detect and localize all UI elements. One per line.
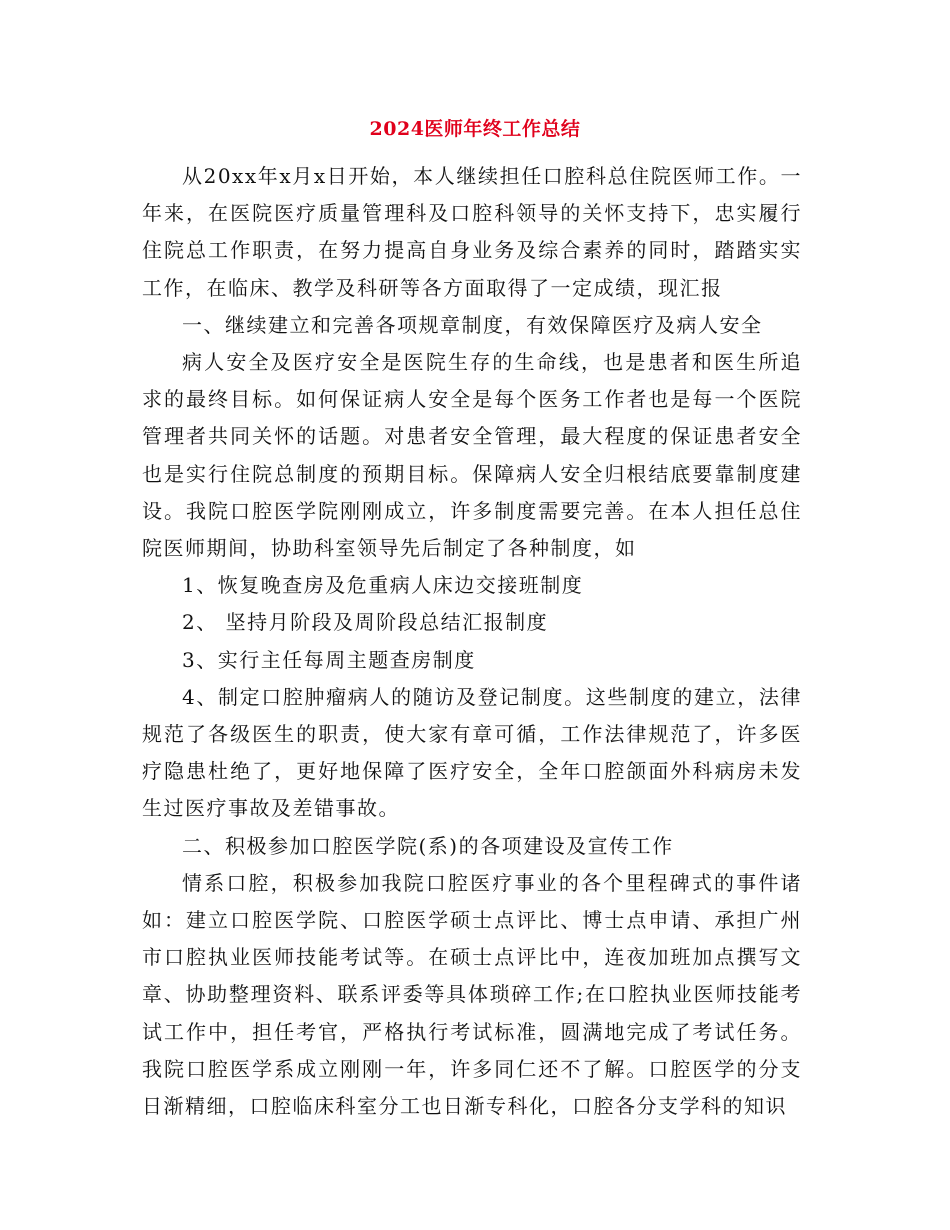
section-heading-2: 二、积极参加口腔医学院(系)的各项建设及宣传工作 <box>182 833 674 858</box>
list-item-3: 3、实行主任每周主题查房制度 <box>182 647 476 672</box>
document-title: 2024医师年终工作总结 <box>369 118 581 140</box>
paragraph-construction: 情系口腔，积极参加我院口腔医疗事业的各个里程碑式的事件诸如：建立口腔医学院、口腔医学硕士点评比、博士点申请、承担广州市口腔执业医师技能考试等。在硕士点评比中，连夜加班加点撰写文章、协助整理资料、联系评委等具体琐碎工作;在口腔执业医师技能考试工作中，担任考官，严格执行考试标准，圆满地完成了考试任务。我院口腔医学系成立刚刚一年，许多同仁还不了解。口腔医学的分支日渐精细，口腔临床科室分工也日渐专科化，口腔各分支学科的知识 <box>142 870 802 1119</box>
section-heading-1: 一、继续建立和完善各项规章制度，有效保障医疗及病人安全 <box>182 312 763 337</box>
list-item-1: 1、恢复晚查房及危重病人床边交接班制度 <box>182 573 584 598</box>
document-body <box>142 158 802 1125</box>
list-item-2: 2、 坚持月阶段及周阶段总结汇报制度 <box>182 610 549 635</box>
list-item-4: 4、制定口腔肿瘤病人的随访及登记制度。这些制度的建立，法律规范了各级医生的职责，使大家有章可循，工作法律规范了，许多医疗隐患杜绝了，更好地保障了医疗安全，全年口腔颌面外科病房未发生过医疗事故及差错事故。 <box>142 684 802 821</box>
paragraph-intro: 从20xx年x月x日开始，本人继续担任口腔科总住院医师工作。一年来，在医院医疗质量管理科及口腔科领导的关怀支持下，忠实履行住院总工作职责，在努力提高自身业务及综合素养的同时，踏踏实实工作，在临床、教学及科研等各方面取得了一定成绩，现汇报 <box>142 164 802 300</box>
paragraph-safety: 病人安全及医疗安全是医院生存的生命线，也是患者和医生所追求的最终目标。如何保证病人安全是每个医务工作者也是每一个医院管理者共同关怀的话题。对患者安全管理，最大程度的保证患者安全也是实行住院总制度的预期目标。保障病人安全归根结底要靠制度建设。我院口腔医学院刚刚成立，许多制度需要完善。在本人担任总住院医师期间，协助科室领导先后制定了各种制度，如 <box>142 350 802 561</box>
